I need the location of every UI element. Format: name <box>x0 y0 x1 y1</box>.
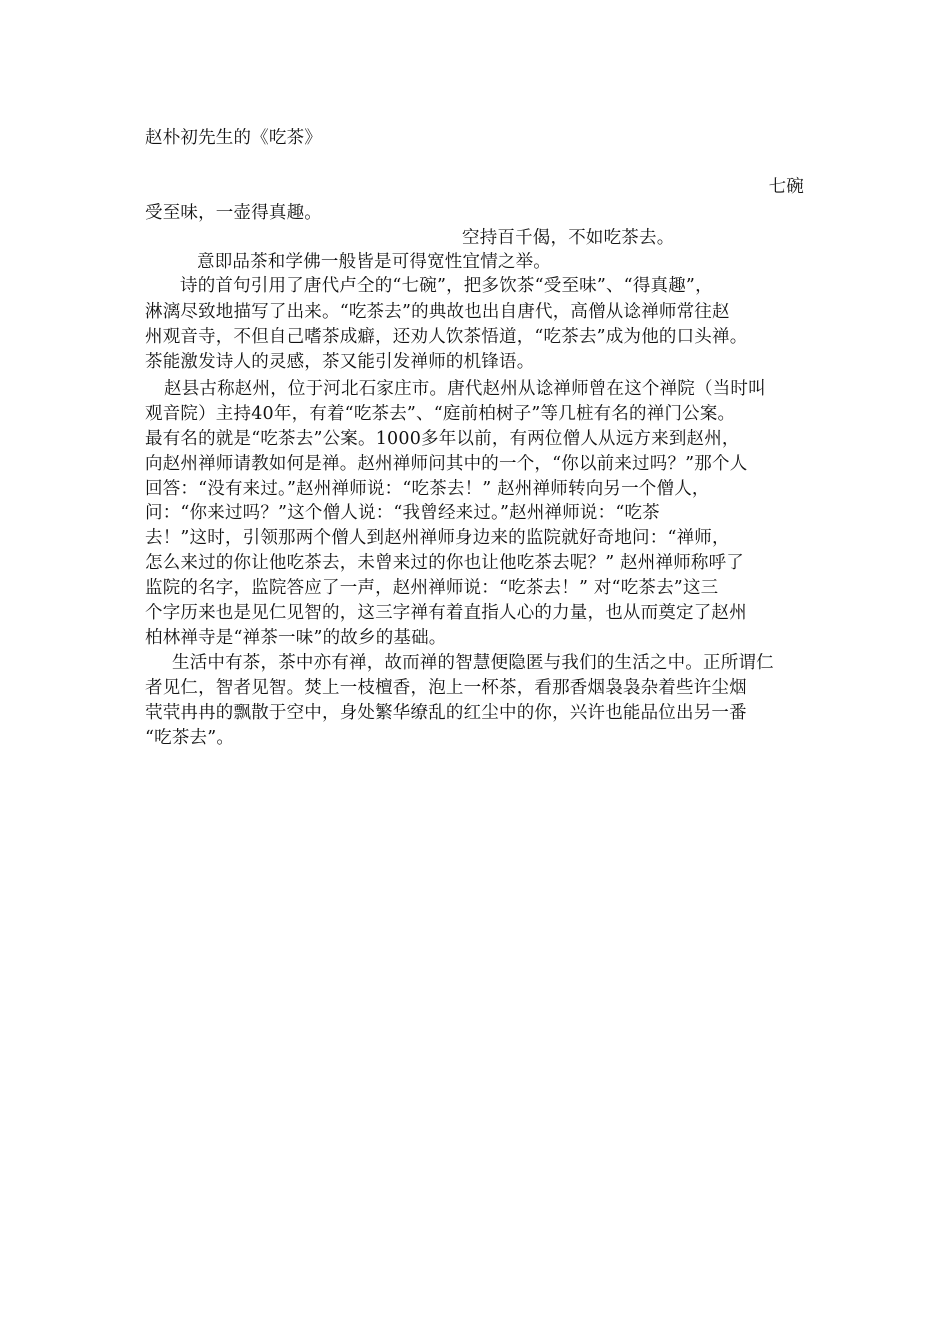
paragraph-2-line: 个字历来也是见仁见智的，这三字禅有着直指人心的力量，也从而奠定了赵州 <box>145 603 747 623</box>
paragraph-2-line: 赵县古称赵州，位于河北石家庄市。唐代赵州从谂禅师曾在这个禅院（当时叫 <box>164 379 766 399</box>
paragraph-2-line: 怎么来过的你让他吃茶去，未曾来过的你也让他吃茶去呢？” 赵州禅师称呼了 <box>145 553 745 573</box>
paragraph-3-line: 生活中有茶，茶中亦有禅，故而禅的智慧便隐匿与我们的生活之中。正所谓仁 <box>172 653 774 673</box>
paragraph-1-line: 州观音寺，不但自己嗜茶成癖，还劝人饮茶悟道，“吃茶去”成为他的口头禅。 <box>145 327 748 347</box>
paragraph-1-line: 诗的首句引用了唐代卢仝的“七碗”，把多饮茶“受至味”、“得真趣”， <box>180 276 713 296</box>
paragraph-2-line: 柏林禅寺是“禅茶一味”的故乡的基础。 <box>145 628 447 648</box>
paragraph-3-line: “吃茶去”。 <box>145 728 235 748</box>
paragraph-3-line: 茕茕冉冉的飘散于空中，身处繁华缭乱的红尘中的你，兴许也能品位出另一番 <box>145 703 747 723</box>
paragraph-2-line: 问：“你来过吗？”这个僧人说：“我曾经来过。”赵州禅师说：“吃茶 <box>145 503 660 523</box>
paragraph-3-line: 者见仁，智者见智。焚上一枝檀香，泡上一杯茶，看那香烟袅袅杂着些许尘烟 <box>145 678 747 698</box>
paragraph-2-line: 去！”这时，引领那两个僧人到赵州禅师身边来的监院就好奇地问：“禅师， <box>145 528 730 548</box>
paragraph-2-line: 最有名的就是“吃茶去”公案。1000多年以前，有两位僧人从远方来到赵州， <box>145 429 740 449</box>
poem-line-2: 受至味，一壶得真趣。 <box>145 203 322 223</box>
paragraph-2-line: 回答：“没有来过。”赵州禅师说：“吃茶去！” 赵州禅师转向另一个僧人， <box>145 479 710 499</box>
poem-line-1: 七碗 <box>768 177 804 197</box>
poem-note: 意即品茶和学佛一般皆是可得宽性宜情之举。 <box>197 252 551 272</box>
paragraph-1-line: 茶能激发诗人的灵感，茶又能引发禅师的机锋语。 <box>145 352 535 372</box>
paragraph-2-line: 向赵州禅师请教如何是禅。赵州禅师问其中的一个，“你以前来过吗？”那个人 <box>145 454 748 474</box>
poem-line-3: 空持百千偈，不如吃茶去。 <box>462 228 675 248</box>
paragraph-1-line: 淋漓尽致地描写了出来。“吃茶去”的典故也出自唐代，高僧从谂禅师常往赵 <box>145 302 730 322</box>
paragraph-2-line: 监院的名字，监院答应了一声，赵州禅师说：“吃茶去！” 对“吃茶去”这三 <box>145 578 719 598</box>
document-title: 赵朴初先生的《吃茶》 <box>145 128 322 148</box>
paragraph-2-line: 观音院）主持40年，有着“吃茶去”、“庭前柏树子”等几桩有名的禅门公案。 <box>145 404 736 424</box>
